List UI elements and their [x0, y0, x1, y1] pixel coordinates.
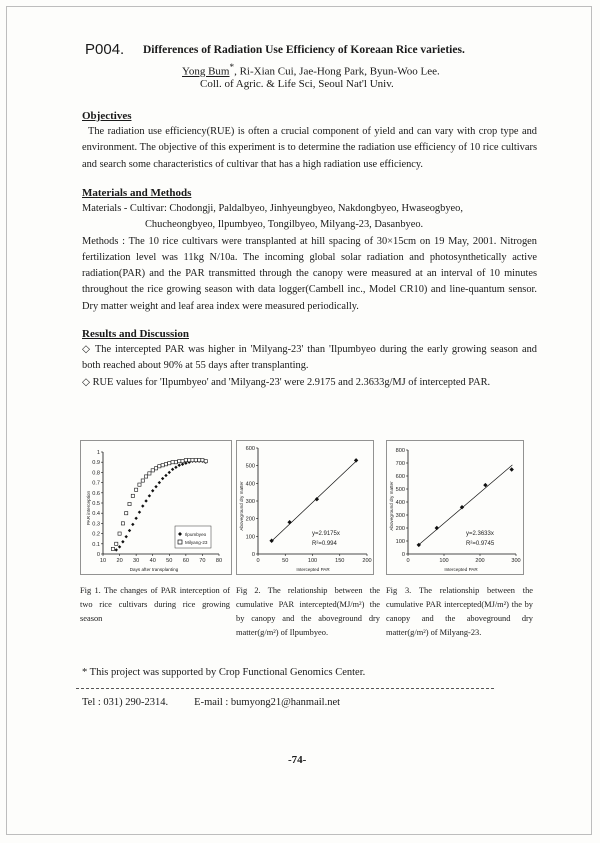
fig3-y-tick-label: 100: [395, 539, 405, 545]
fig1-point-ilpumbyeo: [115, 548, 118, 551]
fig3-point-s0: [509, 467, 513, 471]
fig3-point-s0: [460, 505, 464, 509]
fig3-y-tick-label: 400: [395, 500, 405, 506]
fig1-point-ilpumbyeo: [151, 489, 154, 492]
fig2-x-tick-label: 200: [362, 558, 372, 564]
fig1-point-milyang-23: [135, 488, 138, 491]
fig1-point-milyang-23: [158, 465, 161, 468]
figure-1: [80, 440, 232, 575]
fig1-point-milyang-23: [201, 459, 204, 462]
fig2-point-s0: [287, 520, 291, 524]
results-body: [82, 342, 537, 391]
fig2-point-s0: [315, 497, 319, 501]
materials-line-1: Materials - Cultivar: Chodongji, Paldalbyeo, Jinhyeungbyeo, Nakdongbyeo, Hwaseogbyeo,: [82, 203, 463, 214]
fig1-chart: [80, 440, 232, 575]
fig1-point-milyang-23: [148, 472, 151, 475]
fig1-point-milyang-23: [144, 475, 147, 478]
fig3-chart: [386, 440, 524, 575]
fig1-x-tick-label: 10: [99, 558, 107, 564]
fig2-ylabel: Aboveground dry matter: [239, 481, 244, 531]
fig1-point-milyang-23: [125, 512, 128, 515]
fig1-y-tick-label: 0.8: [92, 470, 100, 477]
authors-line: [182, 62, 440, 78]
fig1-point-milyang-23: [161, 464, 164, 467]
email: E-mail : bumyong21@hanmail.net: [194, 697, 341, 708]
fig1-point-ilpumbyeo: [134, 517, 137, 520]
fig1-point-ilpumbyeo: [141, 504, 144, 507]
fig1-point-ilpumbyeo: [161, 477, 164, 480]
telephone: Tel : 031) 290-2314.: [82, 697, 169, 708]
objectives-heading: Objectives: [82, 110, 132, 122]
fig1-y-tick-label: 0.5: [92, 501, 100, 507]
fig1-point-milyang-23: [141, 479, 144, 482]
fig1-point-milyang-23: [181, 460, 184, 463]
fig1-point-ilpumbyeo: [171, 468, 174, 471]
fig2-x-tick-label: 0: [256, 558, 260, 564]
fig1-x-tick-label: 50: [166, 558, 173, 564]
results-point-2: ◇ RUE values for 'Ilpumbyeo' and 'Milyang-23' were 2.9175 and 2.3633g/MJ of intercepted PAR.: [82, 376, 491, 388]
fig1-point-ilpumbyeo: [118, 545, 121, 548]
fig2-equation: y=2.9175x: [312, 531, 340, 537]
fig1-point-milyang-23: [131, 494, 134, 497]
fig2-y-tick-label: 200: [245, 516, 255, 523]
fig1-point-milyang-23: [154, 467, 157, 470]
fig1-point-milyang-23: [171, 461, 174, 464]
fig1-point-ilpumbyeo: [154, 485, 157, 488]
fig3-y-tick-label: 300: [395, 513, 405, 519]
fig2-y-tick-label: 300: [245, 499, 255, 505]
fig2-y-tick-label: 500: [245, 463, 255, 470]
fig1-xlabel: Days after transplanting: [129, 567, 179, 572]
fig3-y-tick-label: 600: [395, 474, 405, 480]
objectives-text: The radiation use efficiency(RUE) is often a crucial component of yield and can vary with crop type and environment. The objective of this experiment is to determine the radiation use efficiency of 10 rice cultivars and search some characteristics of cultivar that has a high radiation use efficiency.: [82, 126, 537, 170]
poster-code: P004.: [85, 41, 125, 58]
fig3-point-s0: [435, 526, 439, 530]
contact-line: [82, 697, 340, 708]
main-author: Yong Bum: [182, 65, 230, 78]
dashed-divider: [76, 688, 494, 689]
fig1-y-tick-label: 0.1: [92, 541, 100, 548]
fig1-point-milyang-23: [178, 460, 181, 463]
fig1-point-ilpumbyeo: [158, 481, 161, 484]
fig1-y-tick-label: 0.2: [92, 531, 100, 538]
fig2-chart: [236, 440, 374, 575]
fig3-xlabel: Intercepted PAR: [444, 567, 478, 572]
fig2-caption: Fig 2. The relationship between the cumulative PAR intercepted(MJ/m²) the by canopy and the aboveground dry matter(g/m²) of Ilpumbyeo.: [236, 586, 380, 637]
fig3-y-tick-label: 200: [395, 526, 405, 532]
fig2-y-tick-label: 100: [245, 534, 255, 541]
fig3-y-tick-label: 0: [401, 552, 405, 558]
fig1-point-milyang-23: [138, 483, 141, 486]
fig1-y-tick-label: 0.7: [92, 480, 100, 487]
fig2-y-tick-label: 400: [245, 481, 255, 488]
fig1-y-tick-label: 1: [96, 450, 100, 456]
fig1-x-tick-label: 80: [215, 558, 223, 564]
fig3-y-tick-label: 800: [395, 448, 405, 454]
fig1-caption: Fig 1. The changes of PAR interception of two rice cultivars during rice growing season: [80, 586, 230, 623]
fig1-point-milyang-23: [164, 463, 167, 466]
fig1-point-ilpumbyeo: [174, 466, 177, 469]
fig1-point-ilpumbyeo: [121, 540, 124, 543]
fig1-point-milyang-23: [168, 462, 171, 465]
fig1-point-milyang-23: [194, 459, 197, 462]
fig1-point-ilpumbyeo: [178, 464, 181, 467]
figure-2: [236, 440, 374, 575]
fig1-point-milyang-23: [111, 547, 114, 550]
fig3-ylabel: Aboveground dry matter: [389, 481, 394, 531]
fig2-x-tick-label: 100: [307, 558, 318, 564]
fig1-point-milyang-23: [151, 469, 154, 472]
fig3-r-squared: R²=0.9745: [466, 541, 495, 547]
methods-text: Methods : The 10 rice cultivars were transplanted at hill spacing of 30×15cm on 19 May, 2001. Nitrogen fertilization level was 11kg N/10a. The incoming global solar radiation and photosynthetically active radiation(PAR) and the PAR transmitted through the canopy were measured at an interval of 10 minutes throughout the rice growing season with data logger(Cambell inc., Model CR10) and line-quantum sensor. Dry matter weight and leaf area index were measured periodically.: [82, 235, 537, 312]
fig2-point-s0: [354, 458, 358, 462]
fig1-x-tick-label: 40: [149, 558, 156, 564]
fig3-y-tick-label: 700: [395, 461, 405, 467]
fig3-equation: y=2.3633x: [466, 531, 494, 537]
fig1-y-tick-label: 0.6: [92, 490, 100, 497]
funding-note: * This project was supported by Crop Functional Genomics Center.: [82, 667, 366, 678]
fig1-point-ilpumbyeo: [131, 523, 134, 526]
fig3-caption: Fig 3. The relationship between the cumulative PAR intercepted(MJ/m²) the by canopy and the aboveground dry matter(g/m²) of Milyang-23.: [386, 586, 533, 637]
results-point-1: ◇ The intercepted PAR was higher in 'Milyang-23' than 'Ilpumbyeo during the early growing season and both reached about 90% at 55 days after transplanting.: [82, 344, 537, 372]
fig1-point-milyang-23: [118, 532, 121, 535]
fig1-ylabel: PAR interception: [86, 490, 91, 526]
fig1-legend-label-2: Milyang-23: [185, 540, 208, 545]
fig1-x-tick-label: 60: [182, 558, 189, 564]
fig1-legend: [175, 526, 211, 548]
fig2-r-squared: R²=0.994: [312, 541, 337, 547]
fig3-y-tick-label: 500: [395, 487, 405, 493]
page-number: -74-: [288, 754, 307, 766]
fig1-x-tick-label: 70: [199, 558, 206, 564]
fig3-x-tick-label: 0: [406, 558, 410, 564]
fig1-y-tick-label: 0.3: [92, 521, 100, 528]
fig1-point-ilpumbyeo: [128, 529, 131, 532]
fig1-y-tick-label: 0.4: [92, 511, 100, 518]
fig1-point-ilpumbyeo: [125, 535, 128, 538]
fig1-point-ilpumbyeo: [148, 494, 151, 497]
fig1-point-milyang-23: [204, 460, 207, 463]
fig1-point-ilpumbyeo: [168, 471, 171, 474]
fig2-trend-line: [272, 461, 356, 541]
materials-line-2: Chucheongbyeo, Ilpumbyeo, Tongilbyeo, Milyang-23, Dasanbyeo.: [145, 219, 424, 231]
fig2-x-tick-label: 150: [335, 558, 345, 564]
fig1-point-milyang-23: [184, 459, 187, 462]
fig1-point-milyang-23: [115, 542, 118, 545]
fig1-y-tick-label: 0.9: [92, 460, 100, 467]
fig1-point-milyang-23: [188, 459, 191, 462]
fig1-point-milyang-23: [128, 502, 131, 505]
paper-title: Differences of Radiation Use Efficiency of Koreaan Rice varieties.: [143, 44, 465, 56]
fig1-x-tick-label: 30: [133, 558, 140, 564]
fig1-point-milyang-23: [121, 522, 124, 525]
fig3-x-tick-label: 300: [511, 558, 521, 564]
fig1-point-ilpumbyeo: [144, 499, 147, 502]
methods-heading: Materials and Methods: [82, 187, 192, 199]
fig1-legend-label-1: Ilpumbyeo: [185, 532, 207, 537]
co-authors: , Ri-Xian Cui, Jae-Hong Park, Byun-Woo Lee.: [234, 65, 440, 78]
fig1-point-ilpumbyeo: [164, 474, 167, 477]
fig1-x-tick-label: 20: [116, 558, 123, 564]
fig3-x-tick-label: 100: [439, 558, 449, 564]
fig2-y-tick-label: 0: [251, 552, 255, 558]
fig2-x-tick-label: 50: [282, 558, 289, 564]
fig1-y-tick-label: 0: [96, 552, 100, 558]
fig2-xlabel: Intercepted PAR: [296, 567, 330, 572]
methods-body: [82, 201, 537, 315]
affiliation: Coll. of Agric. & Life Sci, Seoul Nat'l Univ.: [200, 78, 394, 90]
fig1-point-milyang-23: [174, 461, 177, 464]
fig1-point-milyang-23: [191, 459, 194, 462]
fig2-y-tick-label: 600: [245, 446, 255, 452]
fig1-point-milyang-23: [198, 459, 201, 462]
fig1-point-ilpumbyeo: [138, 510, 141, 513]
fig3-x-tick-label: 200: [475, 558, 485, 564]
results-heading: Results and Discussion: [82, 328, 189, 340]
author-mark: *: [229, 62, 235, 72]
figure-3: [386, 440, 524, 575]
